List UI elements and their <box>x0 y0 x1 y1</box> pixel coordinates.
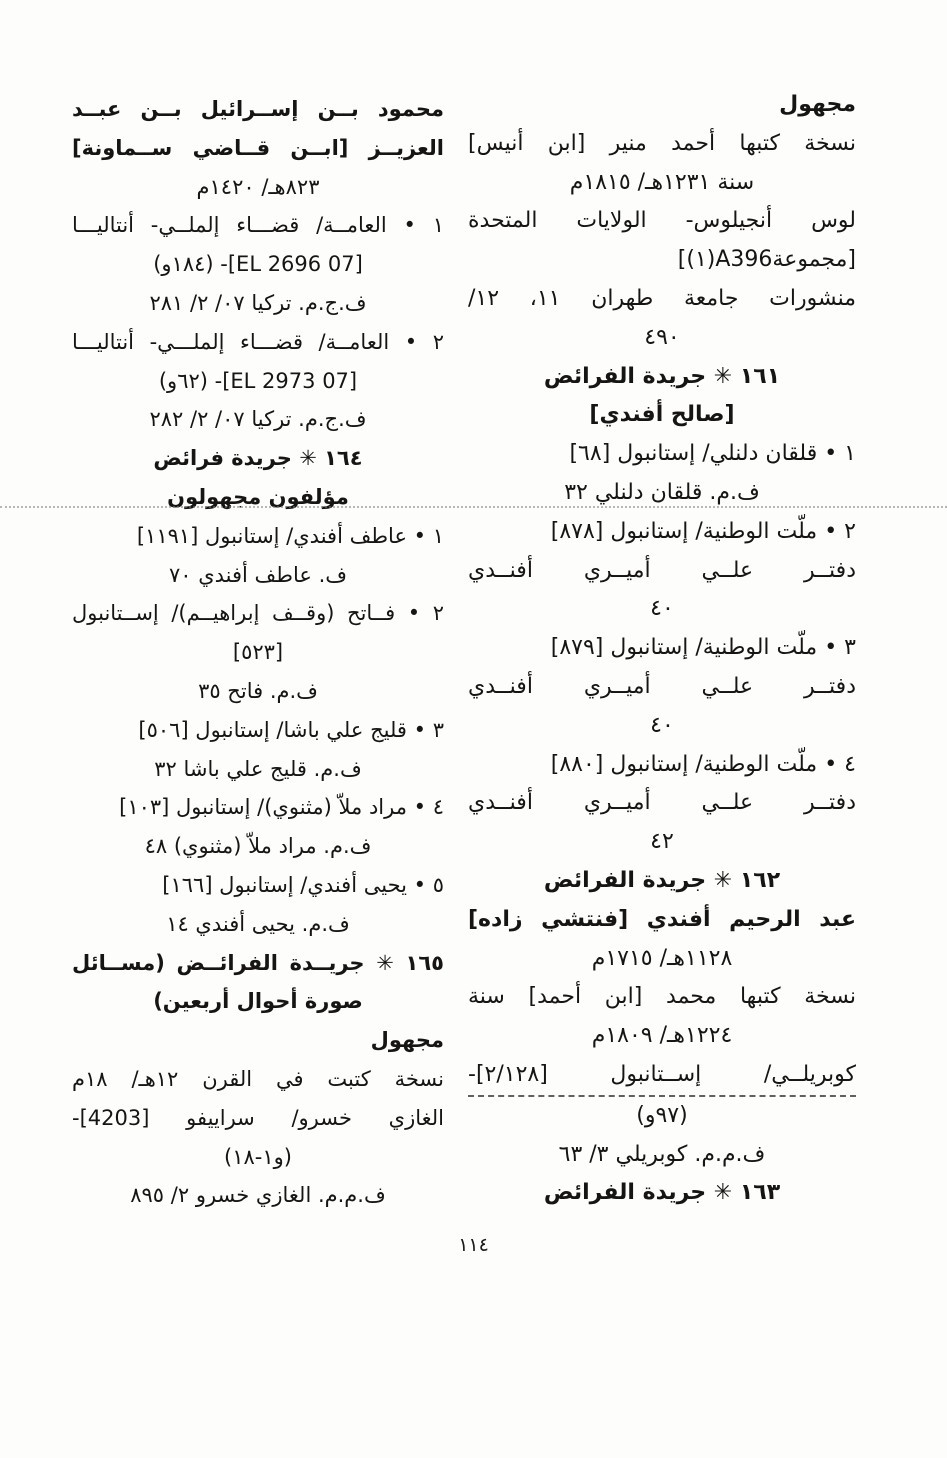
entry-heading: ١٦٣ ✳ جريدة الفرائض <box>543 1180 781 1206</box>
text-line: [07 EL 2696]- (١٨٤و) <box>153 252 363 277</box>
text-line: (٩٧و) <box>636 1102 688 1128</box>
text-line: ف.ج.م. تركيا ٠٧/ ٢/ ٢٨١ <box>149 290 367 315</box>
text-line: [07 EL 2973]- (٦٢و) <box>158 368 358 393</box>
text-line: ٢ • فــاتح (وقــف إبراهيــم)/ إســتانبول <box>72 601 444 626</box>
text-line: ١١٢٨هـ/ ١٧١٥م <box>591 945 733 971</box>
text-line: ٥ • يحيى أفندي/ إستانبول [١٦٦] <box>162 872 444 897</box>
entry-heading: العزيــز [ابــن قــاضي ســماونة] <box>72 135 444 160</box>
entry-heading: ١٦٤ ✳ جريدة فرائض <box>153 446 363 471</box>
text-line: ٣ • ملّت الوطنية/ إستانبول [٨٧٩] <box>550 635 856 661</box>
text-line: ٤٩٠ <box>644 324 680 350</box>
text-line: نسخة كتبها أحمد منير [ابن أنيس] <box>468 130 856 156</box>
text-line: ف.م. يحيى أفندي ١٤ <box>166 911 350 936</box>
entry-heading: صورة أحوال أربعين) <box>153 989 363 1014</box>
text-line: دفتــر علــي أميــري أفنــدي <box>468 557 856 583</box>
entry-heading: ١٦٥ ✳ جريــدة الفرائــض (مســائل <box>72 950 444 975</box>
text-line: ١ • عاطف أفندي/ إستانبول [١١٩١] <box>136 523 444 548</box>
entry-heading: عبد الرحيم أفندي [فنتشي زاده] <box>468 906 856 932</box>
entry-heading: [صالح أفندي] <box>589 402 735 428</box>
left-column <box>72 90 444 1215</box>
text-line: منشورات جامعة طهران ١١، ١٢/ <box>468 285 856 311</box>
text-line: [مجموعةA396(١)] <box>677 247 856 273</box>
text-line: ١٢٢٤هـ/ ١٨٠٩م <box>591 1023 733 1049</box>
entry-heading: مجهول <box>370 1028 444 1053</box>
text-line: ٤ • مراد ملاّ (مثنوي)/ إستانبول [١٠٣] <box>119 795 444 820</box>
right-column <box>468 86 856 1213</box>
entry-heading: ١٦١ ✳ جريدة الفرائض <box>543 363 781 389</box>
entry-heading: ١٦٢ ✳ جريدة الفرائض <box>543 867 781 893</box>
text-line: ف. عاطف أفندي ٧٠ <box>168 562 348 587</box>
page-number: ١١٤ <box>458 1234 489 1256</box>
text-line: الغازي خسرو/ سراييفو [4203]- <box>72 1105 444 1130</box>
text-line: ف.م.م. كوبريلي ٣/ ٦٣ <box>558 1141 766 1167</box>
text-line: ٤٢ <box>650 829 674 855</box>
text-line: ٤٠ <box>650 596 674 622</box>
text-line: دفتــر علــي أميــري أفنــدي <box>468 673 856 699</box>
text-line: سنة ١٢٣١هـ/ ١٨١٥م <box>569 169 755 195</box>
text-line: ١ • قلقان دلنلي/ إستانبول [٦٨] <box>569 441 856 467</box>
entry-heading: محمود بــن إســرائيل بــن عبــد <box>72 97 444 121</box>
text-line: كوبريلــي/ إســتانبول [٢/١٢٨]- <box>468 1056 856 1097</box>
text-line: ٢ • العامــة/ قضـــاء إلملـــي- أنتاليـــا <box>72 329 444 354</box>
text-line: نسخة كتبها محمد [ابن أحمد] سنة <box>468 984 856 1010</box>
entry-heading: مؤلفون مجهولون <box>167 484 349 509</box>
text-line: ف.م.م. الغازي خسرو ٢/ ٨٩٥ <box>130 1183 386 1208</box>
text-line: ٢ • ملّت الوطنية/ إستانبول [٨٧٨] <box>550 518 856 544</box>
text-line: ٣ • قليج علي باشا/ إستانبول [٥٠٦] <box>138 717 444 742</box>
text-line: ف.م. مراد ملاّ (مثنوي) ٤٨ <box>144 834 372 859</box>
scan-artifact-line <box>0 506 947 508</box>
text-line: (و١-١٨) <box>224 1144 292 1169</box>
text-line: [٥٢٣] <box>232 640 284 665</box>
text-line: ٨٢٣هـ/ ١٤٢٠م <box>196 174 320 199</box>
text-line: ف.م. قلقان دلنلي ٣٢ <box>564 479 760 505</box>
text-line: لوس أنجيلوس- الولايات المتحدة <box>468 208 856 234</box>
text-line: ف.م. فاتح ٣٥ <box>198 678 318 703</box>
text-line: ف.ج.م. تركيا ٠٧/ ٢/ ٢٨٢ <box>149 407 367 432</box>
text-line: دفتــر علــي أميــري أفنــدي <box>468 790 856 816</box>
entry-heading: مجهول <box>779 92 856 117</box>
text-line: ١ • العامــة/ قضـــاء إلملــي- أنتاليـــا <box>72 213 444 238</box>
text-line: نسخة كتبت في القرن ١٢هـ/ ١٨م <box>72 1066 444 1091</box>
text-line: ف.م. قليج علي باشا ٣٢ <box>154 756 362 781</box>
text-line: ٤٠ <box>650 712 674 738</box>
text-line: ٤ • ملّت الوطنية/ إستانبول [٨٨٠] <box>550 751 856 777</box>
